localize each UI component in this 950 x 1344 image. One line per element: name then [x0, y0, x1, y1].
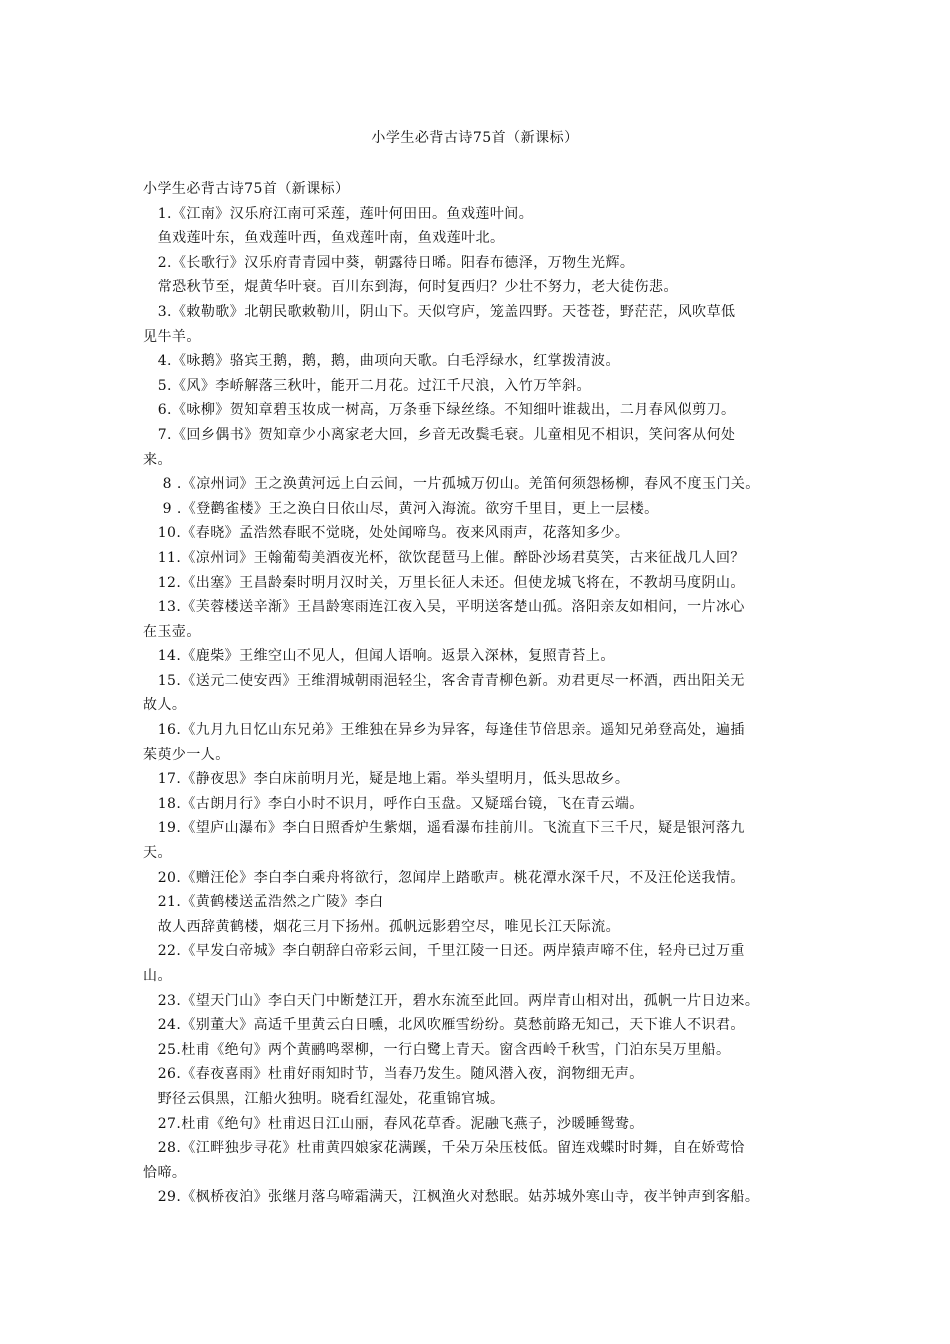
text-line: 10.《春晓》孟浩然春眠不觉晓，处处闻啼鸟。夜来风雨声，花落知多少。: [143, 525, 630, 542]
text-line: 28.《江畔独步寻花》杜甫黄四娘家花满蹊，千朵万朵压枝低。留连戏蝶时时舞，自在娇莺恰: [143, 1140, 745, 1157]
text-line: 20.《赠汪伦》李白李白乘舟将欲行，忽闻岸上踏歌声。桃花潭水深千尺，不及汪伦送我情。: [143, 869, 745, 886]
text-line: 23.《望天门山》李白天门中断楚江开，碧水东流至此回。两岸青山相对出，孤帆一片日边来。: [143, 992, 760, 1009]
text-line: 常恐秋节至，焜黄华叶衰。百川东到海，何时复西归？少壮不努力，老大徒伤悲。: [143, 279, 678, 296]
text-line: 16.《九月九日忆山东兄弟》王维独在异乡为异客，每逢佳节倍思亲。遥知兄弟登高处，遍插: [143, 722, 745, 739]
text-line: 2.《长歌行》汉乐府青青园中葵，朝露待日晞。阳春布德泽，万物生光辉。: [143, 254, 635, 271]
text-line: 小学生必背古诗75首（新课标）: [143, 181, 350, 197]
text-line: 17.《静夜思》李白床前明月光，疑是地上霜。举头望明月，低头思故乡。: [143, 771, 630, 788]
text-line: 山。: [143, 968, 172, 984]
text-line: 13.《芙蓉楼送辛渐》王昌龄寒雨连江夜入吴，平明送客楚山孤。洛阳亲友如相问，一片冰心: [143, 599, 745, 616]
text-line: 4.《咏鹅》骆宾王鹅，鹅，鹅，曲项向天歌。白毛浮绿水，红掌拨清波。: [143, 353, 620, 370]
text-line: 鱼戏莲叶东，鱼戏莲叶西，鱼戏莲叶南，鱼戏莲叶北。: [143, 230, 505, 247]
text-line: 24.《别董大》高适千里黄云白日曛，北风吹雁雪纷纷。莫愁前路无知己，天下谁人不识君。: [143, 1017, 745, 1034]
text-line: 7.《回乡偶书》贺知章少小离家老大回，乡音无改鬓毛衰。儿童相见不相识，笑问客从何处: [143, 426, 736, 443]
text-line: 天。: [143, 845, 172, 862]
text-line: 21.《黄鹤楼送孟浩然之广陵》李白: [143, 894, 384, 911]
text-line: 11.《凉州词》王翰葡萄美酒夜光杯，欲饮琵琶马上催。醉卧沙场君莫笑，古来征战几人回？: [143, 549, 745, 566]
text-line: 27.杜甫《绝句》杜甫迟日江山丽，春风花草香。泥融飞燕子，沙暖睡鸳鸯。: [143, 1115, 644, 1132]
text-line: 12.《出塞》王昌龄秦时明月汉时关，万里长征人未还。但使龙城飞将在，不教胡马度阴山。: [143, 574, 745, 591]
text-line: 22.《早发白帝城》李白朝辞白帝彩云间，千里江陵一日还。两岸猿声啼不住，轻舟已过万重: [143, 943, 745, 960]
text-line: 15.《送元二使安西》王维渭城朝雨浥轻尘，客舍青青柳色新。劝君更尽一杯酒，西出阳关无: [143, 672, 745, 689]
text-line: 茱萸少一人。: [143, 746, 230, 763]
text-line: 来。: [143, 451, 172, 468]
text-line: 29.《枫桥夜泊》张继月落乌啼霜满天，江枫渔火对愁眠。姑苏城外寒山寺，夜半钟声到客船。: [143, 1189, 760, 1206]
text-line: 在玉壶。: [143, 623, 201, 640]
text-line: 见牛羊。: [143, 328, 201, 345]
text-line: 6.《咏柳》贺知章碧玉妆成一树高，万条垂下绿丝绦。不知细叶谁裁出，二月春风似剪刀。: [143, 402, 736, 419]
text-line: 故人。: [143, 697, 187, 714]
text-line: 26.《春夜喜雨》杜甫好雨知时节，当春乃发生。随风潜入夜，润物细无声。: [143, 1066, 644, 1083]
text-line: 9 .《登鹳雀楼》王之涣白日依山尽，黄河入海流。欲穷千里目，更上一层楼。: [143, 500, 659, 517]
text-line: 25.杜甫《绝句》两个黄鹂鸣翠柳，一行白鹭上青天。窗含西岭千秋雪，门泊东吴万里船。: [143, 1041, 731, 1058]
text-line: 3.《敕勒歌》北朝民歌敕勒川，阴山下。天似穹庐，笼盖四野。天苍苍，野茫茫，风吹草低: [143, 303, 736, 320]
text-line: 18.《古朗月行》李白小时不识月，呼作白玉盘。又疑瑶台镜，飞在青云端。: [143, 795, 644, 812]
text-line: 1.《江南》汉乐府江南可采莲，莲叶何田田。鱼戏莲叶间。: [143, 205, 534, 222]
text-line: 5.《风》李峤解落三秋叶，能开二月花。过江千尺浪，入竹万竿斜。: [143, 377, 592, 394]
text-line: 14.《鹿柴》王维空山不见人，但闻人语响。返景入深林，复照青苔上。: [143, 648, 615, 665]
text-line: 恰啼。: [143, 1164, 187, 1181]
text-line: 19.《望庐山瀑布》李白日照香炉生紫烟，遥看瀑布挂前川。飞流直下三千尺，疑是银河落九: [143, 820, 745, 837]
text-line: 故人西辞黄鹤楼，烟花三月下扬州。孤帆远影碧空尽，唯见长江天际流。: [143, 918, 621, 935]
text-line: 野径云俱黑，江船火独明。晓看红湿处，花重锦官城。: [143, 1090, 505, 1107]
poem-list: [143, 177, 823, 1210]
text-line: 8 .《凉州词》王之涣黄河远上白云间，一片孤城万仞山。羌笛何须怨杨柳，春风不度玉门关。: [143, 476, 760, 493]
page-title: 小学生必背古诗75首（新课标）: [371, 130, 579, 146]
